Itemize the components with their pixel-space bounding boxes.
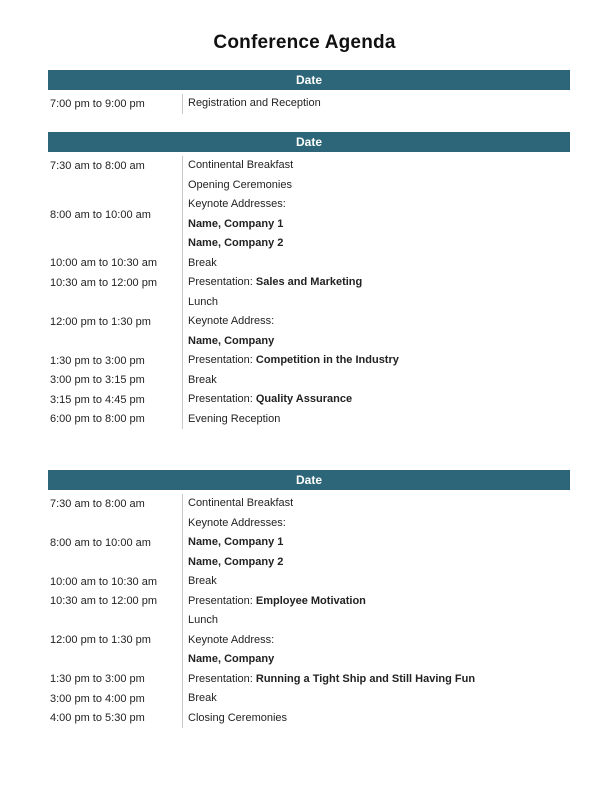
agenda-item-text: Keynote Addresses:: [188, 198, 286, 210]
speaker-name: [188, 215, 570, 235]
agenda-item: [188, 156, 570, 176]
agenda-item-text: Break: [188, 575, 217, 587]
agenda-time: 1:30 pm to 3:00 pm: [50, 354, 145, 367]
agenda-description: [182, 592, 570, 612]
agenda-item: [188, 273, 570, 293]
agenda-item: [188, 94, 570, 114]
presentation-title: Employee Motivation: [255, 594, 366, 607]
agenda-row: [48, 611, 570, 670]
agenda-time: 10:30 am to 12:00 pm: [50, 276, 158, 289]
agenda-item: [188, 592, 570, 612]
agenda-row: [48, 254, 570, 274]
agenda-row: [48, 273, 570, 293]
agenda-row: [48, 592, 570, 612]
agenda-row: [48, 390, 570, 410]
agenda-item: [188, 514, 570, 534]
agenda-description: [182, 611, 570, 670]
agenda-item: [188, 371, 570, 391]
agenda-item-text: Continental Breakfast: [188, 159, 294, 171]
agenda-row: [48, 689, 570, 709]
agenda-row: [48, 156, 570, 176]
agenda-row: [48, 494, 570, 514]
agenda-row: [48, 514, 570, 573]
agenda-day-section: [48, 70, 570, 114]
agenda-time: 10:00 am to 10:30 am: [50, 257, 158, 270]
agenda-row: [48, 176, 570, 254]
agenda-row: [48, 670, 570, 690]
agenda-time: 1:30 pm to 3:00 pm: [50, 673, 145, 686]
agenda-item-text: Keynote Addresses:: [188, 516, 286, 529]
agenda-item-text: Lunch: [188, 295, 218, 308]
agenda-time: 7:30 am to 8:00 am: [50, 159, 145, 172]
presentation-title: Competition in the Industry: [255, 354, 399, 366]
agenda-item-text: Opening Ceremonies: [188, 178, 292, 191]
agenda-description: [182, 176, 570, 254]
agenda-row: [48, 371, 570, 391]
agenda-item-text: Keynote Address:: [188, 315, 275, 327]
agenda-time: 6:00 pm to 8:00 pm: [50, 413, 145, 426]
agenda-row: [48, 94, 570, 114]
agenda-item-text: Presentation:: [188, 393, 256, 405]
presentation-title: Sales and Marketing: [255, 276, 363, 288]
agenda-time: 4:00 pm to 5:30 pm: [50, 712, 145, 725]
agenda-item-text: Presentation:: [188, 354, 256, 366]
agenda-row: [48, 572, 570, 592]
agenda-row: [48, 410, 570, 430]
agenda-row: [48, 293, 570, 352]
agenda-item: [188, 709, 570, 729]
agenda-row: [48, 351, 570, 371]
agenda-description: [182, 293, 570, 352]
agenda-item-text: Evening Reception: [188, 412, 281, 425]
agenda-time: 8:00 am to 10:00 am: [50, 536, 151, 549]
agenda-item: [188, 176, 570, 196]
speaker-name: [188, 650, 570, 670]
agenda-day-section: [48, 132, 570, 429]
agenda-time: 3:00 pm to 4:00 pm: [50, 692, 145, 705]
agenda-item-text: Presentation:: [188, 594, 256, 607]
agenda-day-section: [48, 470, 570, 728]
speaker-name: [188, 234, 570, 254]
agenda-item: [188, 195, 570, 215]
agenda-time: 12:00 pm to 1:30 pm: [50, 315, 151, 328]
day-header: Date: [48, 132, 570, 152]
agenda-item: [188, 293, 570, 313]
agenda-description: [182, 572, 570, 592]
agenda-item: [188, 689, 570, 709]
agenda-description: [182, 410, 570, 430]
agenda-time: 8:00 am to 10:00 am: [50, 208, 151, 221]
agenda-item-text: Continental Breakfast: [188, 497, 294, 509]
agenda-item: [188, 351, 570, 371]
agenda-item-text: Name, Company 2: [188, 237, 284, 249]
presentation-title: Running a Tight Ship and Still Having Fun: [255, 672, 476, 685]
agenda-row: [48, 709, 570, 729]
agenda-time: 10:30 am to 12:00 pm: [50, 595, 158, 608]
agenda-item-text: Keynote Address:: [188, 633, 275, 646]
agenda-description: [182, 390, 570, 410]
agenda-item: [188, 611, 570, 631]
agenda-item: [188, 390, 570, 410]
agenda-description: [182, 514, 570, 573]
agenda-description: [182, 494, 570, 514]
agenda-item: [188, 494, 570, 514]
agenda-item-text: Break: [188, 373, 217, 386]
agenda-item-text: Closing Ceremonies: [188, 711, 288, 724]
agenda-description: [182, 94, 570, 114]
agenda-item-text: Presentation:: [188, 672, 256, 685]
agenda-time: 12:00 pm to 1:30 pm: [50, 634, 151, 647]
agenda-description: [182, 709, 570, 729]
agenda-time: 7:30 am to 8:00 am: [50, 497, 145, 510]
agenda-description: [182, 156, 570, 176]
agenda-item-text: Presentation:: [188, 276, 256, 288]
agenda-item-text: Name, Company: [188, 653, 275, 665]
speaker-name: [188, 533, 570, 553]
agenda-description: [182, 254, 570, 274]
agenda-item-text: Registration and Reception: [188, 97, 321, 109]
speaker-name: [188, 332, 570, 352]
agenda-item-text: Break: [188, 692, 217, 704]
agenda-item: [188, 670, 570, 690]
presentation-title: Quality Assurance: [255, 393, 353, 405]
agenda-description: [182, 273, 570, 293]
agenda-rows: [48, 152, 570, 429]
agenda-time: 7:00 pm to 9:00 pm: [50, 97, 145, 110]
agenda-item-text: Name, Company 2: [188, 555, 284, 568]
agenda-rows: [48, 90, 570, 114]
agenda-item-text: Name, Company 1: [188, 217, 284, 230]
agenda-rows: [48, 490, 570, 728]
agenda-description: [182, 689, 570, 709]
agenda-description: [182, 351, 570, 371]
agenda-item: [188, 254, 570, 274]
agenda-item: [188, 410, 570, 430]
agenda-item-text: Lunch: [188, 614, 218, 626]
day-header: Date: [48, 70, 570, 90]
page-title: Conference Agenda: [213, 32, 396, 53]
agenda-time: 3:00 pm to 3:15 pm: [50, 374, 145, 387]
agenda-item-text: Name, Company: [188, 334, 275, 347]
agenda-item: [188, 572, 570, 592]
agenda-item-text: Break: [188, 256, 217, 269]
agenda-time: 10:00 am to 10:30 am: [50, 575, 158, 588]
agenda-item: [188, 631, 570, 651]
agenda-description: [182, 371, 570, 391]
agenda-item: [188, 312, 570, 332]
agenda-time: 3:15 pm to 4:45 pm: [50, 393, 145, 406]
agenda-item-text: Name, Company 1: [188, 536, 284, 548]
agenda-description: [182, 670, 570, 690]
speaker-name: [188, 553, 570, 573]
day-header: Date: [48, 470, 570, 490]
